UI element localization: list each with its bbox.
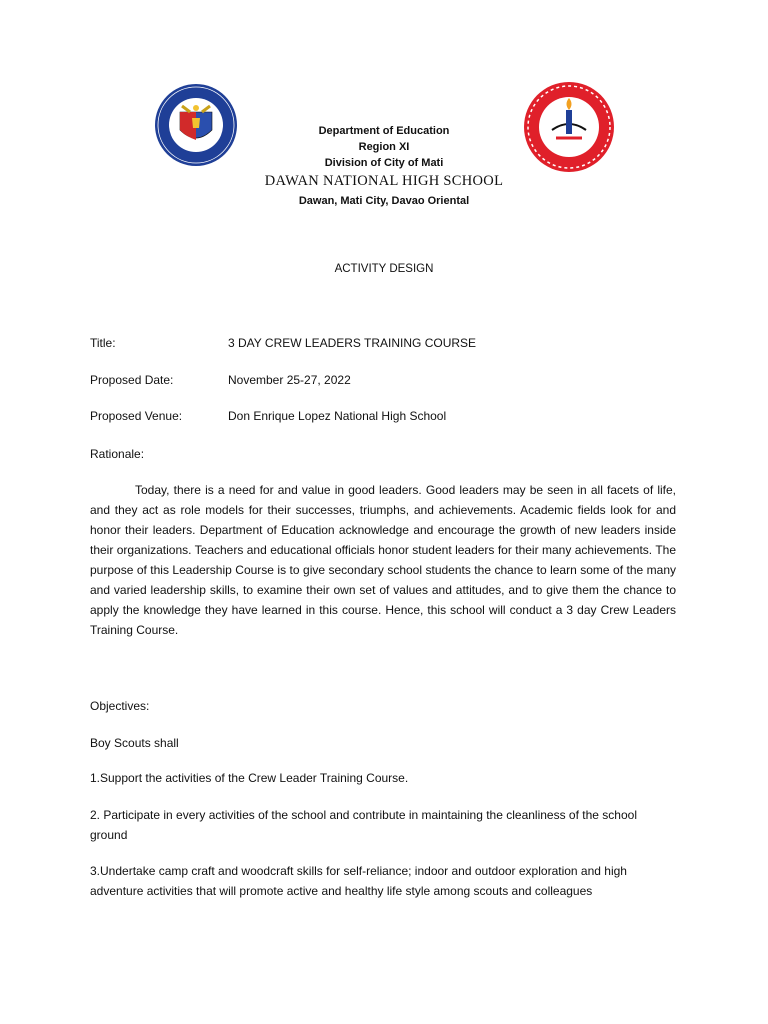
division-name: Division of City of Mati [324, 157, 444, 169]
document-title: ACTIVITY DESIGN [334, 263, 434, 275]
title-value: 3 DAY CREW LEADERS TRAINING COURSE [228, 336, 477, 350]
objective-item-3: 3.Undertake camp craft and woodcraft skills for self-reliance; indoor and outdoor exploration and high adventure activities that will promote active and healthy life style among scouts and colleagues [90, 864, 627, 898]
region-name: Region XI [358, 141, 410, 153]
venue-value: Don Enrique Lopez National High School [228, 409, 447, 423]
school-name: DAWAN NATIONAL HIGH SCHOOL [264, 173, 504, 189]
date-label: Proposed Date: [90, 373, 174, 387]
rationale-paragraph: Today, there is a need for and value in good leaders. Good leaders may be seen in all facets of life, and they act as role models for their successes, triumphs, and achievements. Academic fields look for and honor their leaders. Department of Education acknowledge and encourage the growth of new leaders inside their organizations. Teachers and educational officials honor student leaders for their many achievements. The purpose of this Leadership Course is to give secondary school students the chance to learn some of the many and varied leadership skills, to examine their own set of values and attitudes, and to give them the chance to apply the knowledge they have learned in this course. Hence, this school will conduct a 3 day Crew Leaders Training Course. [90, 483, 676, 637]
objectives-heading: Objectives: [90, 699, 150, 713]
letterhead [0, 123, 768, 209]
objective-item-1: 1.Support the activities of the Crew Leader Training Course. [90, 771, 409, 785]
department-name: Department of Education [318, 125, 450, 137]
title-field [90, 336, 476, 350]
objective-item-2: 2. Participate in every activities of the school and contribute in maintaining the cleanliness of the school ground [90, 808, 637, 842]
date-field [90, 373, 351, 387]
school-address: Dawan, Mati City, Davao Oriental [298, 195, 470, 207]
objectives-intro: Boy Scouts shall [90, 736, 179, 750]
date-value: November 25-27, 2022 [228, 373, 351, 387]
venue-label: Proposed Venue: [90, 409, 183, 423]
venue-field [90, 409, 446, 423]
rationale-heading: Rationale: [90, 447, 145, 461]
title-label: Title: [90, 336, 116, 350]
